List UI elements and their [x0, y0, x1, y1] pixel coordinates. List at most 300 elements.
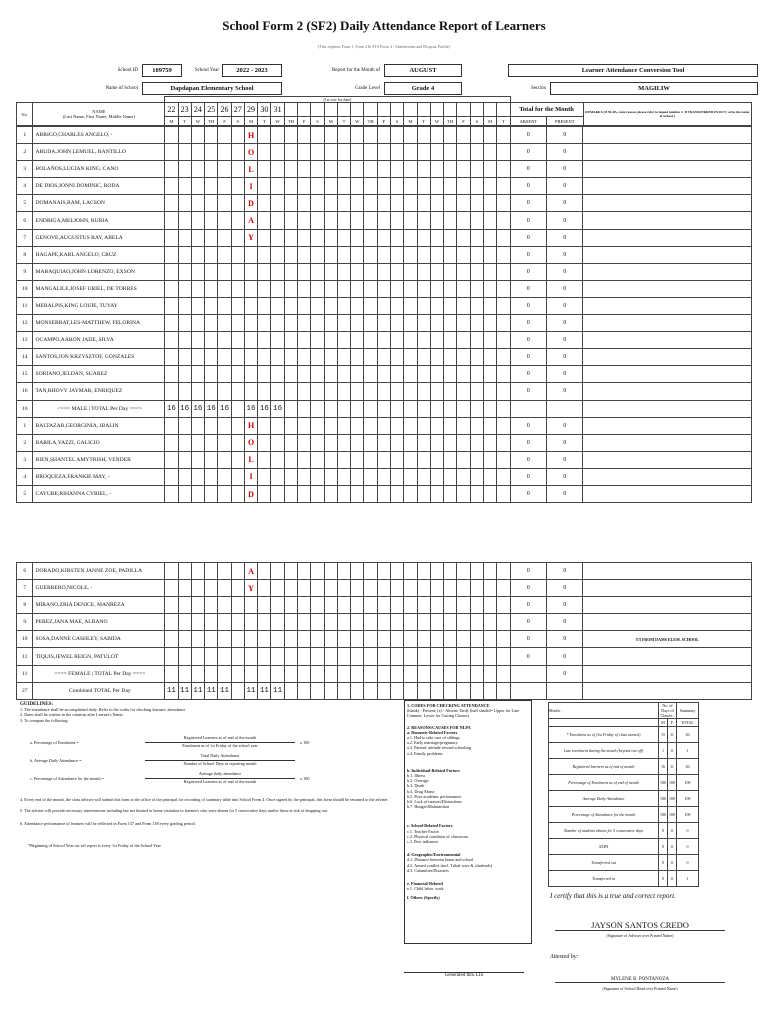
table-row [17, 597, 752, 614]
day-mark [231, 468, 244, 485]
day-mark [191, 246, 204, 263]
day-mark [218, 246, 231, 263]
day-mark [205, 144, 218, 161]
row-number: 10 [17, 280, 33, 297]
day-mark [470, 229, 483, 246]
day-mark [258, 468, 271, 485]
day-mark [364, 485, 377, 502]
remarks-cell [583, 195, 752, 212]
day-mark [404, 648, 417, 665]
guideline-3: 3. To compute the following: [20, 717, 69, 723]
month-value: AUGUST [384, 64, 462, 77]
day-mark [457, 631, 470, 648]
day-mark [271, 631, 284, 648]
day-mark [284, 631, 297, 648]
day-mark [417, 246, 430, 263]
day-mark [271, 648, 284, 665]
day-mark [258, 178, 271, 195]
day-mark [430, 161, 443, 178]
remarks-total [583, 400, 752, 417]
total-row-number: 16 [17, 400, 33, 417]
day-mark [377, 195, 390, 212]
day-mark [284, 178, 297, 195]
day-mark [298, 178, 311, 195]
day-mark [483, 349, 496, 366]
table-row [17, 178, 752, 195]
day-mark [165, 263, 178, 280]
table-row [17, 297, 752, 314]
day-mark [271, 315, 284, 332]
day-mark [417, 332, 430, 349]
day-mark [404, 127, 417, 144]
day-mark [165, 580, 178, 597]
summary-row [549, 791, 699, 807]
day-mark [284, 580, 297, 597]
day-mark [377, 468, 390, 485]
day-mark [391, 280, 404, 297]
date-cell [391, 103, 404, 117]
day-mark [337, 229, 350, 246]
attendance-codes-box [404, 700, 532, 944]
row-number: 7 [17, 229, 33, 246]
day-mark [364, 246, 377, 263]
day-mark [457, 212, 470, 229]
day-mark [404, 332, 417, 349]
day-mark [470, 468, 483, 485]
present-count: 0 [547, 580, 583, 597]
day-mark [298, 648, 311, 665]
day-mark [231, 597, 244, 614]
day-mark [311, 144, 324, 161]
day-total [351, 682, 364, 699]
day-total: 11 [258, 682, 271, 699]
day-mark [244, 366, 257, 383]
reason-a-items: a.1. Had to take care of siblings a.2. Early marriage/pregnancy a.3. Parents' attitude toward schooling a.4. Family problems [407, 735, 471, 756]
day-mark [165, 417, 178, 434]
remarks-cell: T/I FROM DAMS ELEM. SCHOOL [583, 631, 752, 648]
day-mark [165, 212, 178, 229]
day-mark [258, 315, 271, 332]
form-subtitle: (This replaces Form 1, Form 2 & STS Form 4 - Absenteeism and Dropout Profile) [318, 44, 450, 49]
day-total [430, 665, 443, 682]
day-mark [311, 297, 324, 314]
day-mark [444, 580, 457, 597]
day-mark [497, 144, 510, 161]
summary-male: 0 [659, 823, 668, 839]
day-mark [377, 161, 390, 178]
day-mark [231, 349, 244, 366]
day-total: 11 [218, 682, 231, 699]
day-mark [218, 315, 231, 332]
day-mark [218, 434, 231, 451]
day-mark [298, 468, 311, 485]
day-mark [430, 332, 443, 349]
present-count: 0 [547, 648, 583, 665]
day-mark [205, 417, 218, 434]
summary-male: 0 [659, 871, 668, 887]
day-mark [324, 144, 337, 161]
reason-d: d. Geographic/Environmental [407, 852, 461, 858]
day-mark [244, 297, 257, 314]
day-mark [404, 349, 417, 366]
day-mark [470, 280, 483, 297]
day-mark [483, 485, 496, 502]
day-total [483, 400, 496, 417]
remarks-cell [583, 383, 752, 400]
row-number: 9 [17, 263, 33, 280]
day-mark [470, 212, 483, 229]
day-mark [391, 434, 404, 451]
day-mark [258, 631, 271, 648]
day-mark [178, 563, 191, 580]
day-mark [351, 563, 364, 580]
formula-a-label: a. Percentage of Enrolment = [30, 740, 79, 745]
day-mark [457, 144, 470, 161]
day-total: 11 [271, 682, 284, 699]
holiday-letter: Y [244, 229, 257, 246]
day-mark [284, 383, 297, 400]
day-mark [165, 648, 178, 665]
day-mark [191, 280, 204, 297]
guidelines [20, 702, 390, 723]
day-mark [430, 127, 443, 144]
day-mark [165, 229, 178, 246]
day-mark [391, 468, 404, 485]
present-count: 0 [547, 631, 583, 648]
day-total [284, 682, 297, 699]
day-mark [351, 315, 364, 332]
day-total [165, 665, 178, 682]
day-mark [483, 246, 496, 263]
summary-total: 100 [677, 775, 699, 791]
row-number: 4 [17, 468, 33, 485]
absent-count: 0 [510, 563, 546, 580]
day-mark [218, 161, 231, 178]
row-number: 8 [17, 597, 33, 614]
day-mark [205, 383, 218, 400]
day-mark [178, 229, 191, 246]
date-cell: 31 [271, 103, 284, 117]
section-value: MAGILIW [550, 82, 758, 95]
day-cell: S [311, 117, 324, 126]
day-mark [258, 485, 271, 502]
summary-row [549, 759, 699, 775]
day-mark [324, 648, 337, 665]
holiday-letter: A [244, 563, 257, 580]
day-mark [470, 417, 483, 434]
day-mark [391, 451, 404, 468]
day-mark [258, 349, 271, 366]
day-mark [258, 195, 271, 212]
col-name-title: NAME [92, 109, 106, 114]
day-mark [391, 417, 404, 434]
present-count: 0 [547, 434, 583, 451]
day-mark [404, 229, 417, 246]
day-mark [391, 332, 404, 349]
day-mark [311, 229, 324, 246]
learner-name: MONSERRAT,LES-MATTHEW, FELORINA [33, 315, 165, 332]
day-total [311, 400, 324, 417]
day-mark [324, 178, 337, 195]
day-mark [483, 161, 496, 178]
day-mark [337, 161, 350, 178]
learner-name: DOMANAIS,RAM, LACSON [33, 195, 165, 212]
day-mark [404, 144, 417, 161]
day-total: 16 [244, 400, 257, 417]
date-cell [404, 103, 417, 117]
day-mark [364, 212, 377, 229]
day-mark [404, 614, 417, 631]
summary-male: 0 [659, 855, 668, 871]
day-mark [377, 315, 390, 332]
day-mark [351, 161, 364, 178]
table-row [17, 383, 752, 400]
day-mark [298, 417, 311, 434]
day-total [430, 682, 443, 699]
day-mark [377, 597, 390, 614]
day-mark [404, 315, 417, 332]
holiday-letter: O [244, 434, 257, 451]
day-cell: T [258, 117, 271, 126]
day-mark [337, 144, 350, 161]
col-no: No. [17, 103, 33, 126]
day-mark [298, 229, 311, 246]
summary-female: 100 [668, 775, 677, 791]
summary-female: 0 [668, 871, 677, 887]
day-mark [298, 297, 311, 314]
day-mark [258, 332, 271, 349]
day-mark [404, 580, 417, 597]
day-mark [324, 297, 337, 314]
day-mark [497, 280, 510, 297]
day-total [417, 400, 430, 417]
day-mark [351, 417, 364, 434]
formula-b-den: Number of School Days in reporting month [183, 761, 257, 766]
day-mark [311, 212, 324, 229]
day-mark [218, 127, 231, 144]
day-mark [444, 332, 457, 349]
day-mark [483, 280, 496, 297]
day-mark [244, 614, 257, 631]
remarks-total [583, 682, 752, 699]
day-cell: T [417, 117, 430, 126]
remarks-cell [583, 366, 752, 383]
guideline-5: 5. The adviser will provide necessary interventions including but not limited to home visitation to learner/s who were absent for 5 consecutive days and/or those at risk of dropping out. [20, 808, 328, 813]
attendance-sheet-continued [16, 562, 752, 700]
day-total [457, 400, 470, 417]
day-mark [165, 144, 178, 161]
day-mark [470, 332, 483, 349]
holiday-letter: I [244, 178, 257, 195]
day-mark [417, 297, 430, 314]
day-mark [311, 648, 324, 665]
day-mark [218, 297, 231, 314]
summary-row [549, 775, 699, 791]
day-mark [497, 212, 510, 229]
day-mark [218, 563, 231, 580]
day-cell: W [191, 117, 204, 126]
day-mark [377, 485, 390, 502]
absent-count: 0 [510, 631, 546, 648]
total-for-month-header: Total for the Month [510, 103, 583, 117]
day-total [337, 682, 350, 699]
table-row [17, 349, 752, 366]
day-mark [205, 631, 218, 648]
absent-count: 0 [510, 280, 546, 297]
day-mark [337, 451, 350, 468]
day-mark [311, 349, 324, 366]
holiday-letter: O [244, 144, 257, 161]
day-mark [483, 597, 496, 614]
day-total [457, 682, 470, 699]
day-mark [457, 332, 470, 349]
day-total [404, 400, 417, 417]
day-mark [337, 263, 350, 280]
col-name [33, 103, 165, 126]
day-mark [178, 434, 191, 451]
day-mark [178, 297, 191, 314]
day-mark [351, 263, 364, 280]
day-mark [470, 434, 483, 451]
date-cell [417, 103, 430, 117]
day-mark [165, 127, 178, 144]
day-mark [404, 246, 417, 263]
day-cell: W [351, 117, 364, 126]
day-mark [364, 195, 377, 212]
day-total [351, 400, 364, 417]
holiday-letter: D [244, 485, 257, 502]
day-mark [497, 563, 510, 580]
day-mark [231, 212, 244, 229]
day-total [218, 665, 231, 682]
day-mark [391, 597, 404, 614]
school-id-value: 109759 [142, 64, 182, 77]
present-header: PRESENT [547, 117, 583, 126]
day-mark [191, 597, 204, 614]
remarks-total [583, 665, 752, 682]
day-mark [191, 297, 204, 314]
day-mark [337, 417, 350, 434]
day-mark [311, 332, 324, 349]
day-total [377, 665, 390, 682]
table-row [17, 229, 752, 246]
day-mark [271, 127, 284, 144]
day-mark [444, 127, 457, 144]
day-cell: M [483, 117, 496, 126]
day-mark [497, 648, 510, 665]
day-mark [165, 349, 178, 366]
day-mark [364, 178, 377, 195]
day-mark [311, 631, 324, 648]
day-mark [430, 144, 443, 161]
row-number: 12 [17, 315, 33, 332]
day-mark [377, 212, 390, 229]
remarks-cell [583, 417, 752, 434]
day-total [417, 682, 430, 699]
day-mark [497, 485, 510, 502]
day-mark [271, 366, 284, 383]
day-mark [244, 597, 257, 614]
day-mark [191, 451, 204, 468]
day-mark [311, 614, 324, 631]
absent-count: 0 [510, 332, 546, 349]
day-mark [191, 178, 204, 195]
day-mark [417, 648, 430, 665]
day-mark [470, 127, 483, 144]
row-number: 5 [17, 195, 33, 212]
total-row [17, 665, 752, 682]
day-mark [444, 349, 457, 366]
summary-row-label: Registered learners as of end of month [549, 759, 659, 775]
day-mark [351, 383, 364, 400]
row-number: 6 [17, 563, 33, 580]
learner-name: ENDRIGA,MELJOHN, RUBIA [33, 212, 165, 229]
day-mark [444, 195, 457, 212]
day-mark [298, 614, 311, 631]
day-mark [391, 246, 404, 263]
remarks-cell [583, 614, 752, 631]
day-mark [404, 631, 417, 648]
day-total [391, 400, 404, 417]
day-mark [417, 417, 430, 434]
day-mark [231, 485, 244, 502]
day-mark [165, 485, 178, 502]
day-mark [165, 631, 178, 648]
date-cell [337, 103, 350, 117]
day-mark [258, 246, 271, 263]
learner-name: ABRIGO,CHARLES ANGELO, - [33, 127, 165, 144]
day-mark [417, 127, 430, 144]
day-mark [351, 349, 364, 366]
day-mark [391, 127, 404, 144]
day-mark [191, 563, 204, 580]
day-mark [191, 195, 204, 212]
day-mark [430, 631, 443, 648]
row-number: 11 [17, 297, 33, 314]
day-mark [205, 315, 218, 332]
day-mark [351, 434, 364, 451]
summary-female: 11 [668, 727, 677, 743]
reasons-heading: 2. REASONS/CAUSES FOR NLPA [407, 724, 471, 730]
day-mark [457, 580, 470, 597]
table-row [17, 631, 752, 648]
section-label: Section [531, 86, 546, 91]
day-mark [497, 580, 510, 597]
reason-e-items: e.1. Child labor, work [407, 886, 444, 892]
day-mark [324, 614, 337, 631]
day-mark [205, 597, 218, 614]
day-mark [444, 563, 457, 580]
day-mark [231, 161, 244, 178]
holiday-letter: I [244, 468, 257, 485]
day-mark [391, 195, 404, 212]
day-mark [218, 485, 231, 502]
day-mark [178, 631, 191, 648]
day-mark [165, 332, 178, 349]
day-total [404, 682, 417, 699]
grade-value: Grade 4 [384, 82, 462, 95]
day-mark [178, 246, 191, 263]
day-mark [417, 144, 430, 161]
day-mark [337, 631, 350, 648]
day-cell: W [271, 117, 284, 126]
date-cell [364, 103, 377, 117]
day-mark [417, 366, 430, 383]
day-mark [364, 332, 377, 349]
day-mark [231, 280, 244, 297]
day-mark [337, 212, 350, 229]
day-mark [165, 563, 178, 580]
